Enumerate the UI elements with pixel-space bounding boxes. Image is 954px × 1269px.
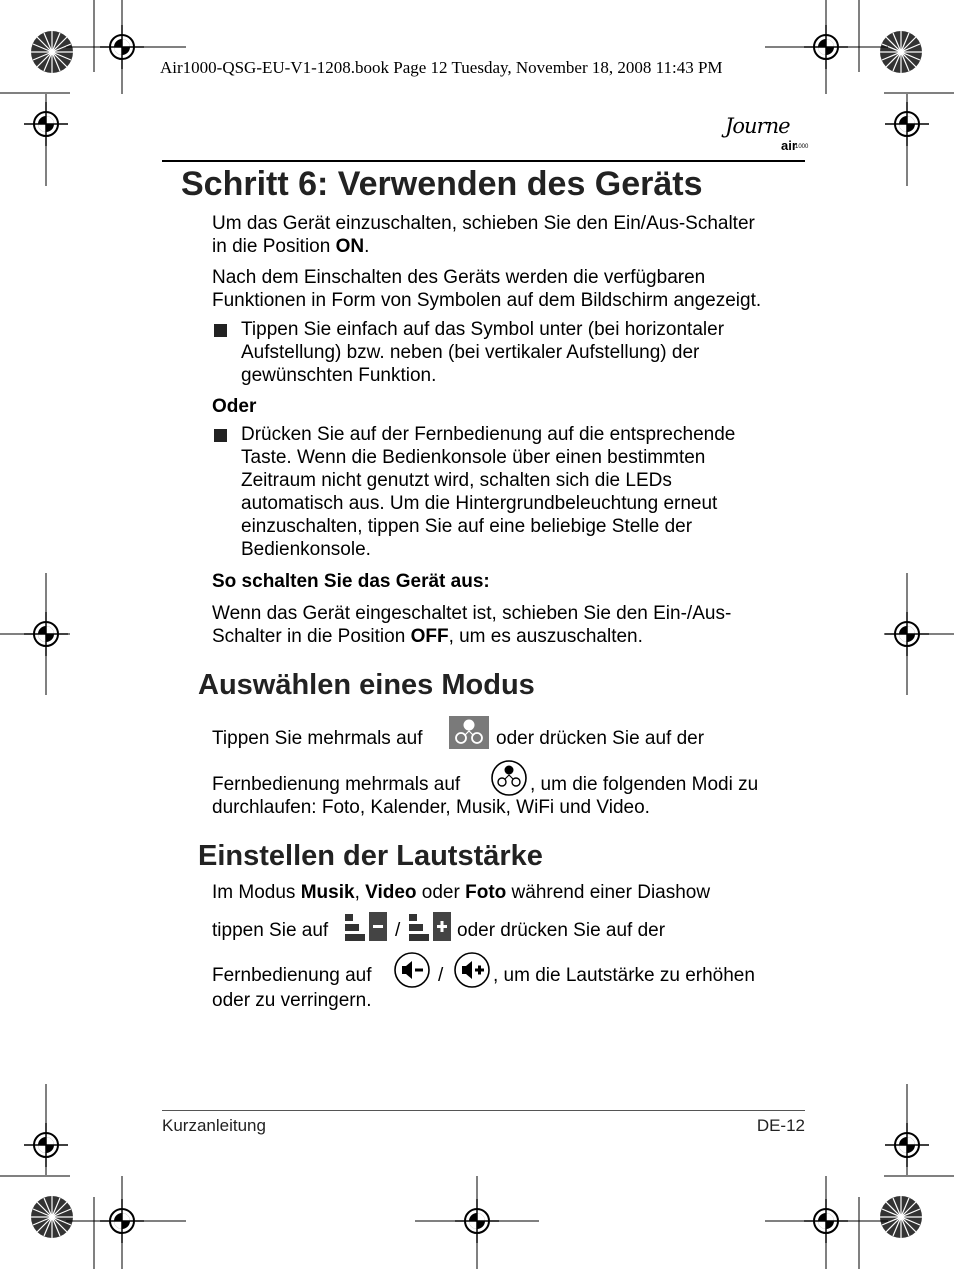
volume-slash-2: / [438,965,444,986]
section-heading-volume: Einstellen der Lautstärke [198,840,543,872]
bullet-text: Aufstellung) bzw. neben (bei vertikaler Aufstellung) der [241,342,700,363]
bullet-text: automatisch aus. Um die Hintergrundbeleuchtung erneut [241,493,718,514]
intro-paragraph-2 [212,266,812,312]
footer-left: Kurzanleitung [162,1116,266,1135]
volume-text: oder [416,882,466,903]
volume-line-3b: , um die Lautstärke zu erhöhen [493,965,755,986]
section-heading-mode: Auswählen eines Modus [198,669,535,701]
brand-script: Journe [725,114,790,138]
mode-video: Video [365,882,417,903]
volume-slash: / [395,920,401,941]
bullet-square-icon [214,324,227,337]
volume-line-1 [212,881,812,904]
volume-text: tippen Sie auf [212,920,329,941]
mode-text: Tippen Sie mehrmals auf [212,728,423,749]
intro-text: Nach dem Einschalten des Geräts werden die verfügbaren [212,267,706,288]
mode-musik: Musik [300,882,355,903]
bullet-text: Bedienkonsole. [241,539,371,560]
bullet-text: Zeitraum nicht genutzt wird, schalten sich die LEDs [241,470,672,491]
volume-line-4: oder zu verringern. [212,990,372,1011]
off-heading: So schalten Sie das Gerät aus: [212,571,490,592]
off-text: Schalter in die Position [212,626,411,647]
intro-text: . [364,236,370,257]
mode-line-1b: oder drücken Sie auf der [496,728,705,749]
off-label: OFF [410,626,449,647]
bullet-text: einzuschalten, tippen Sie auf eine beliebige Stelle der [241,516,693,537]
brand-model-number: 1000 [795,144,809,150]
intro-paragraph-1 [212,212,812,258]
volume-text: Im Modus [212,882,301,903]
bullet-square-icon [214,429,227,442]
footer-rule [162,1110,805,1111]
page-number: DE-12 [756,1116,805,1135]
bullet-text: Tippen Sie einfach auf das Symbol unter (bei horizontaler [241,319,725,340]
volume-down-touch-icon [345,910,387,943]
volume-text: , [354,882,366,903]
volume-text: Fernbedienung auf [212,965,372,986]
mode-text: Fernbedienung mehrmals auf [212,774,461,795]
brand-logo [725,114,807,160]
mode-touch-icon [449,716,489,749]
page-title: Schritt 6: Verwenden des Geräts [181,165,703,203]
mode-remote-icon [490,759,528,797]
intro-text: Funktionen in Form von Symbolen auf dem Bildschirm angezeigt. [212,290,762,311]
print-header: Air1000-QSG-EU-V1-1208.book Page 12 Tuesday, November 18, 2008 11:43 PM [160,58,723,77]
on-label: ON [335,236,365,257]
off-text: , um es auszuschalten. [448,626,643,647]
volume-up-touch-icon [409,910,451,943]
intro-text: in die Position [212,236,336,257]
off-paragraph [212,602,812,648]
off-text: Wenn das Gerät eingeschaltet ist, schieben Sie den Ein-/Aus- [212,603,732,624]
volume-line-2b: oder drücken Sie auf der [457,920,666,941]
volume-up-remote-icon [453,951,491,989]
brand-model: air [781,138,797,153]
volume-text: während einer Diashow [506,882,711,903]
oder-label: Oder [212,396,257,417]
mode-foto: Foto [465,882,507,903]
intro-text: Um das Gerät einzuschalten, schieben Sie den Ein/Aus-Schalter [212,213,755,234]
top-rule [162,160,805,162]
bullet-text: Taste. Wenn die Bedienkonsole über einen bestimmten [241,447,706,468]
volume-down-remote-icon [393,951,431,989]
bullet-text: Drücken Sie auf der Fernbedienung auf die entsprechende [241,424,736,445]
mode-line-3: durchlaufen: Foto, Kalender, Musik, WiFi und Video. [212,797,650,818]
bullet-text: gewünschten Funktion. [241,365,437,386]
mode-line-2b: , um die folgenden Modi zu [530,774,759,795]
